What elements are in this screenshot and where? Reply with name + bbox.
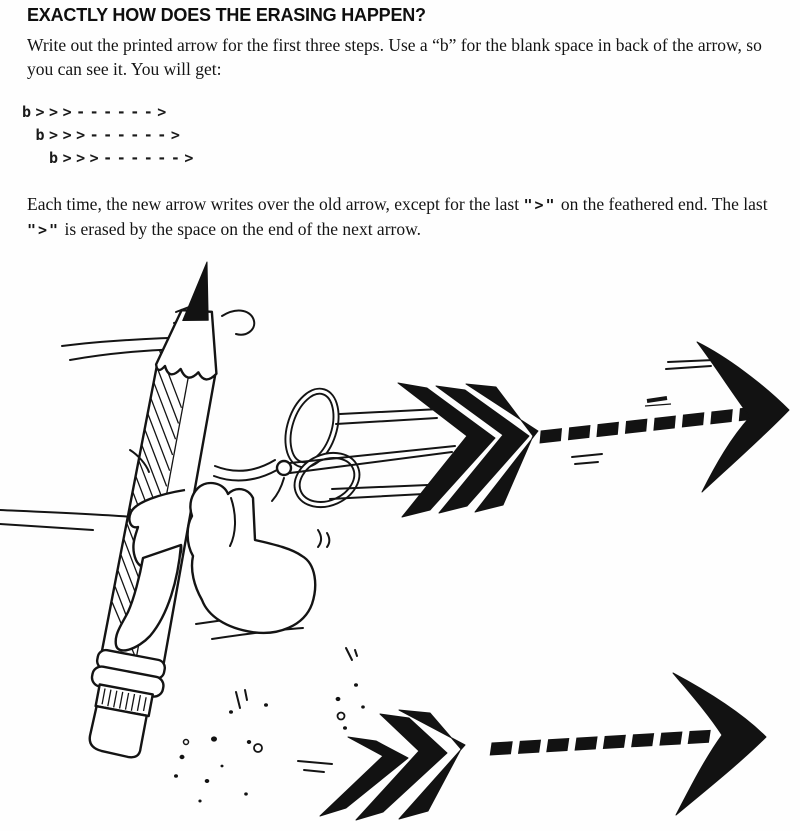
page-title: EXACTLY HOW DOES THE ERASING HAPPEN?: [27, 5, 426, 25]
code-line: b>>>------>: [22, 103, 171, 121]
erasing-cartoon-illustration: [0, 255, 800, 831]
code-line: b>>>------>: [22, 149, 198, 167]
motion-lines: [236, 648, 357, 772]
inline-arrow-glyph: ">": [27, 221, 61, 239]
arrow-dashed-shaft: [491, 736, 716, 749]
eraser-crumbs: [174, 683, 365, 802]
arrow-feathers: [320, 710, 465, 820]
arrow-head: [673, 673, 766, 815]
inline-arrow-glyph: ">": [523, 196, 557, 214]
pencil-tip: [183, 260, 219, 326]
explanation-paragraph: [27, 192, 785, 242]
code-listing: [22, 101, 198, 170]
eraser: [87, 706, 146, 759]
bottom-arrow-illustration: [320, 673, 766, 820]
paragraph-text: Each time, the new arrow writes over the old arrow, except for the last: [27, 194, 524, 214]
paragraph-text: on the feathered end. The last: [556, 194, 768, 214]
intro-paragraph: Write out the printed arrow for the first three steps. Use a “b” for the blank space in back of the arrow, so you can see it. You will get:: [27, 35, 762, 79]
arrow-dashed-shaft: [540, 413, 755, 437]
top-arrow-illustration: [398, 342, 789, 517]
code-line: b>>>------>: [22, 126, 185, 144]
paragraph-text: is erased by the space on the end of the next arrow.: [60, 219, 421, 239]
